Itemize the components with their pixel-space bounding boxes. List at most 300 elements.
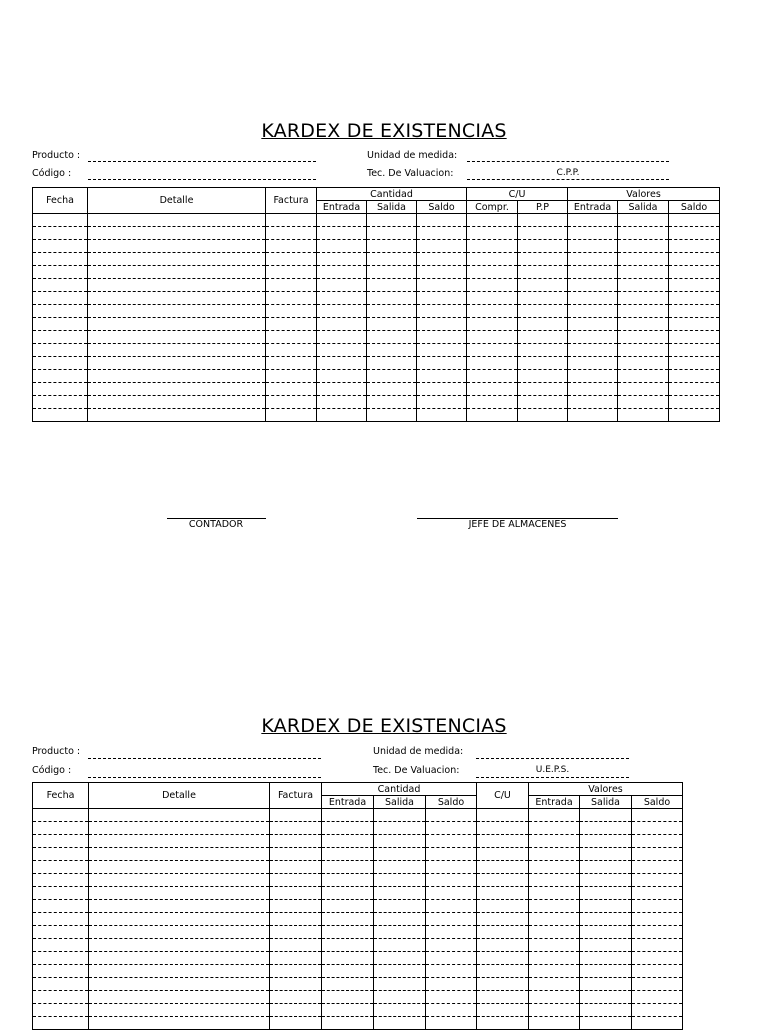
table-cell[interactable] (88, 383, 266, 396)
table-cell[interactable] (529, 809, 580, 822)
table-cell[interactable] (477, 939, 529, 952)
table-cell[interactable] (426, 809, 477, 822)
table-cell[interactable] (322, 822, 374, 835)
table-cell[interactable] (426, 835, 477, 848)
table-cell[interactable] (270, 991, 322, 1004)
form1-codigo-field[interactable] (88, 179, 316, 180)
table-cell[interactable] (426, 861, 477, 874)
table-cell[interactable] (266, 370, 317, 383)
table-cell[interactable] (317, 331, 367, 344)
table-cell[interactable] (88, 279, 266, 292)
table-cell[interactable] (270, 822, 322, 835)
table-cell[interactable] (618, 331, 669, 344)
table-cell[interactable] (374, 887, 426, 900)
table-cell[interactable] (580, 952, 632, 965)
table-cell[interactable] (33, 991, 89, 1004)
table-cell[interactable] (568, 266, 618, 279)
table-cell[interactable] (467, 240, 518, 253)
table-cell[interactable] (477, 848, 529, 861)
form1-tecnica-field[interactable] (467, 179, 669, 180)
table-cell[interactable] (33, 253, 88, 266)
table-cell[interactable] (618, 370, 669, 383)
table-cell[interactable] (374, 874, 426, 887)
table-cell[interactable] (426, 952, 477, 965)
table-cell[interactable] (417, 344, 467, 357)
table-cell[interactable] (89, 952, 270, 965)
table-cell[interactable] (89, 965, 270, 978)
table-cell[interactable] (322, 926, 374, 939)
table-cell[interactable] (417, 396, 467, 409)
table-cell[interactable] (568, 370, 618, 383)
table-cell[interactable] (518, 253, 568, 266)
table-cell[interactable] (33, 266, 88, 279)
table-cell[interactable] (266, 253, 317, 266)
table-cell[interactable] (322, 861, 374, 874)
table-cell[interactable] (632, 900, 683, 913)
table-cell[interactable] (417, 266, 467, 279)
table-cell[interactable] (417, 292, 467, 305)
table-cell[interactable] (367, 318, 417, 331)
table-cell[interactable] (669, 396, 720, 409)
table-cell[interactable] (632, 822, 683, 835)
table-cell[interactable] (367, 331, 417, 344)
table-cell[interactable] (367, 240, 417, 253)
table-cell[interactable] (580, 900, 632, 913)
table-cell[interactable] (374, 1004, 426, 1017)
table-cell[interactable] (477, 1004, 529, 1017)
table-cell[interactable] (580, 965, 632, 978)
table-cell[interactable] (518, 214, 568, 227)
table-cell[interactable] (266, 227, 317, 240)
table-cell[interactable] (518, 383, 568, 396)
table-cell[interactable] (33, 227, 88, 240)
table-cell[interactable] (618, 227, 669, 240)
table-cell[interactable] (669, 344, 720, 357)
table-cell[interactable] (88, 240, 266, 253)
table-cell[interactable] (270, 926, 322, 939)
table-cell[interactable] (417, 409, 467, 422)
table-cell[interactable] (618, 409, 669, 422)
table-cell[interactable] (88, 305, 266, 318)
table-cell[interactable] (568, 227, 618, 240)
table-cell[interactable] (518, 318, 568, 331)
table-cell[interactable] (322, 887, 374, 900)
table-cell[interactable] (270, 913, 322, 926)
form1-unidad-field[interactable] (467, 161, 669, 162)
table-cell[interactable] (477, 913, 529, 926)
table-cell[interactable] (618, 214, 669, 227)
table-cell[interactable] (88, 370, 266, 383)
table-cell[interactable] (467, 227, 518, 240)
table-cell[interactable] (518, 227, 568, 240)
table-cell[interactable] (322, 835, 374, 848)
table-cell[interactable] (467, 344, 518, 357)
table-cell[interactable] (477, 835, 529, 848)
table-cell[interactable] (529, 952, 580, 965)
table-cell[interactable] (322, 991, 374, 1004)
table-cell[interactable] (33, 409, 88, 422)
table-cell[interactable] (33, 835, 89, 848)
table-cell[interactable] (426, 848, 477, 861)
table-cell[interactable] (426, 887, 477, 900)
table-cell[interactable] (669, 227, 720, 240)
table-cell[interactable] (669, 318, 720, 331)
table-cell[interactable] (266, 214, 317, 227)
table-cell[interactable] (669, 370, 720, 383)
table-cell[interactable] (374, 822, 426, 835)
table-cell[interactable] (374, 1017, 426, 1030)
table-cell[interactable] (89, 1004, 270, 1017)
table-cell[interactable] (426, 1004, 477, 1017)
table-cell[interactable] (477, 926, 529, 939)
table-cell[interactable] (88, 331, 266, 344)
table-cell[interactable] (88, 253, 266, 266)
table-cell[interactable] (270, 861, 322, 874)
table-cell[interactable] (266, 305, 317, 318)
table-cell[interactable] (374, 848, 426, 861)
table-cell[interactable] (270, 835, 322, 848)
table-cell[interactable] (477, 822, 529, 835)
table-cell[interactable] (374, 809, 426, 822)
table-cell[interactable] (89, 1017, 270, 1030)
table-cell[interactable] (518, 240, 568, 253)
table-cell[interactable] (568, 409, 618, 422)
table-cell[interactable] (266, 266, 317, 279)
table-cell[interactable] (33, 292, 88, 305)
table-cell[interactable] (33, 913, 89, 926)
table-cell[interactable] (89, 887, 270, 900)
table-cell[interactable] (669, 305, 720, 318)
table-cell[interactable] (88, 357, 266, 370)
table-cell[interactable] (568, 240, 618, 253)
table-cell[interactable] (669, 266, 720, 279)
table-cell[interactable] (89, 900, 270, 913)
table-cell[interactable] (367, 266, 417, 279)
table-cell[interactable] (518, 266, 568, 279)
table-cell[interactable] (322, 900, 374, 913)
table-cell[interactable] (417, 227, 467, 240)
table-cell[interactable] (89, 861, 270, 874)
table-cell[interactable] (374, 861, 426, 874)
table-cell[interactable] (467, 253, 518, 266)
table-cell[interactable] (618, 344, 669, 357)
table-cell[interactable] (417, 370, 467, 383)
table-cell[interactable] (529, 1017, 580, 1030)
table-cell[interactable] (374, 926, 426, 939)
table-cell[interactable] (417, 318, 467, 331)
table-cell[interactable] (322, 978, 374, 991)
table-cell[interactable] (580, 822, 632, 835)
form2-producto-field[interactable] (88, 758, 321, 759)
table-cell[interactable] (317, 357, 367, 370)
table-cell[interactable] (33, 331, 88, 344)
table-cell[interactable] (322, 1004, 374, 1017)
table-cell[interactable] (426, 874, 477, 887)
table-cell[interactable] (618, 253, 669, 266)
table-cell[interactable] (89, 822, 270, 835)
table-cell[interactable] (426, 1017, 477, 1030)
table-cell[interactable] (367, 396, 417, 409)
table-cell[interactable] (317, 253, 367, 266)
table-cell[interactable] (426, 822, 477, 835)
table-cell[interactable] (568, 357, 618, 370)
table-cell[interactable] (529, 900, 580, 913)
table-cell[interactable] (618, 305, 669, 318)
table-cell[interactable] (669, 253, 720, 266)
table-cell[interactable] (632, 1004, 683, 1017)
table-cell[interactable] (367, 409, 417, 422)
table-cell[interactable] (317, 409, 367, 422)
table-cell[interactable] (89, 939, 270, 952)
table-cell[interactable] (374, 939, 426, 952)
table-cell[interactable] (618, 383, 669, 396)
table-cell[interactable] (33, 240, 88, 253)
table-cell[interactable] (568, 318, 618, 331)
table-cell[interactable] (669, 383, 720, 396)
table-cell[interactable] (632, 939, 683, 952)
table-cell[interactable] (374, 978, 426, 991)
table-cell[interactable] (632, 913, 683, 926)
table-cell[interactable] (367, 370, 417, 383)
table-cell[interactable] (33, 1017, 89, 1030)
table-cell[interactable] (317, 305, 367, 318)
table-cell[interactable] (518, 292, 568, 305)
table-cell[interactable] (88, 409, 266, 422)
table-cell[interactable] (529, 939, 580, 952)
table-cell[interactable] (580, 991, 632, 1004)
table-cell[interactable] (568, 396, 618, 409)
table-cell[interactable] (89, 809, 270, 822)
table-cell[interactable] (89, 848, 270, 861)
table-cell[interactable] (89, 978, 270, 991)
table-cell[interactable] (580, 1004, 632, 1017)
table-cell[interactable] (580, 939, 632, 952)
table-cell[interactable] (632, 978, 683, 991)
table-cell[interactable] (477, 952, 529, 965)
table-cell[interactable] (518, 370, 568, 383)
form1-producto-field[interactable] (88, 161, 316, 162)
table-cell[interactable] (317, 227, 367, 240)
table-cell[interactable] (374, 900, 426, 913)
table-cell[interactable] (374, 835, 426, 848)
table-cell[interactable] (529, 835, 580, 848)
table-cell[interactable] (317, 396, 367, 409)
table-cell[interactable] (467, 266, 518, 279)
table-cell[interactable] (33, 1004, 89, 1017)
table-cell[interactable] (518, 279, 568, 292)
table-cell[interactable] (632, 848, 683, 861)
table-cell[interactable] (618, 318, 669, 331)
table-cell[interactable] (33, 952, 89, 965)
table-cell[interactable] (417, 253, 467, 266)
table-cell[interactable] (317, 370, 367, 383)
table-cell[interactable] (568, 383, 618, 396)
table-cell[interactable] (317, 214, 367, 227)
table-cell[interactable] (417, 357, 467, 370)
table-cell[interactable] (266, 318, 317, 331)
table-cell[interactable] (317, 292, 367, 305)
table-cell[interactable] (632, 952, 683, 965)
table-cell[interactable] (467, 279, 518, 292)
table-cell[interactable] (33, 939, 89, 952)
table-cell[interactable] (33, 978, 89, 991)
table-cell[interactable] (580, 978, 632, 991)
table-cell[interactable] (580, 1017, 632, 1030)
table-cell[interactable] (417, 240, 467, 253)
table-cell[interactable] (618, 266, 669, 279)
table-cell[interactable] (270, 1004, 322, 1017)
table-cell[interactable] (426, 978, 477, 991)
table-cell[interactable] (33, 396, 88, 409)
table-cell[interactable] (317, 318, 367, 331)
table-cell[interactable] (266, 240, 317, 253)
table-cell[interactable] (89, 926, 270, 939)
table-cell[interactable] (467, 396, 518, 409)
table-cell[interactable] (632, 1017, 683, 1030)
table-cell[interactable] (518, 331, 568, 344)
table-cell[interactable] (367, 344, 417, 357)
table-cell[interactable] (322, 874, 374, 887)
table-cell[interactable] (33, 809, 89, 822)
table-cell[interactable] (467, 318, 518, 331)
table-cell[interactable] (568, 344, 618, 357)
table-cell[interactable] (467, 292, 518, 305)
table-cell[interactable] (632, 991, 683, 1004)
table-cell[interactable] (88, 344, 266, 357)
table-cell[interactable] (426, 926, 477, 939)
table-cell[interactable] (374, 965, 426, 978)
table-cell[interactable] (477, 874, 529, 887)
table-cell[interactable] (367, 292, 417, 305)
table-cell[interactable] (632, 874, 683, 887)
table-cell[interactable] (270, 809, 322, 822)
table-cell[interactable] (618, 279, 669, 292)
table-cell[interactable] (632, 926, 683, 939)
table-cell[interactable] (266, 357, 317, 370)
table-cell[interactable] (467, 331, 518, 344)
table-cell[interactable] (374, 991, 426, 1004)
table-cell[interactable] (33, 848, 89, 861)
table-cell[interactable] (322, 848, 374, 861)
table-cell[interactable] (580, 887, 632, 900)
table-cell[interactable] (618, 240, 669, 253)
table-cell[interactable] (632, 809, 683, 822)
table-cell[interactable] (477, 965, 529, 978)
table-cell[interactable] (568, 214, 618, 227)
table-cell[interactable] (270, 848, 322, 861)
table-cell[interactable] (367, 305, 417, 318)
table-cell[interactable] (669, 279, 720, 292)
table-cell[interactable] (33, 344, 88, 357)
table-cell[interactable] (529, 978, 580, 991)
table-cell[interactable] (88, 292, 266, 305)
table-cell[interactable] (580, 809, 632, 822)
table-cell[interactable] (529, 991, 580, 1004)
form2-codigo-field[interactable] (88, 777, 321, 778)
form2-tecnica-field[interactable] (476, 777, 629, 778)
table-cell[interactable] (89, 991, 270, 1004)
table-cell[interactable] (367, 383, 417, 396)
table-cell[interactable] (374, 952, 426, 965)
table-cell[interactable] (518, 344, 568, 357)
table-cell[interactable] (467, 383, 518, 396)
table-cell[interactable] (568, 292, 618, 305)
table-cell[interactable] (33, 305, 88, 318)
table-cell[interactable] (367, 357, 417, 370)
table-cell[interactable] (33, 887, 89, 900)
table-cell[interactable] (322, 965, 374, 978)
table-cell[interactable] (568, 331, 618, 344)
table-cell[interactable] (477, 1017, 529, 1030)
table-cell[interactable] (266, 396, 317, 409)
table-cell[interactable] (374, 913, 426, 926)
table-cell[interactable] (518, 409, 568, 422)
table-cell[interactable] (426, 939, 477, 952)
table-cell[interactable] (266, 331, 317, 344)
table-cell[interactable] (426, 965, 477, 978)
table-cell[interactable] (477, 861, 529, 874)
table-cell[interactable] (529, 1004, 580, 1017)
table-cell[interactable] (477, 900, 529, 913)
table-cell[interactable] (580, 874, 632, 887)
table-cell[interactable] (426, 900, 477, 913)
table-cell[interactable] (322, 952, 374, 965)
table-cell[interactable] (417, 214, 467, 227)
table-cell[interactable] (529, 822, 580, 835)
table-cell[interactable] (477, 978, 529, 991)
table-cell[interactable] (618, 292, 669, 305)
table-cell[interactable] (477, 887, 529, 900)
table-cell[interactable] (322, 1017, 374, 1030)
table-cell[interactable] (426, 913, 477, 926)
table-cell[interactable] (89, 874, 270, 887)
table-cell[interactable] (266, 279, 317, 292)
table-cell[interactable] (33, 926, 89, 939)
table-cell[interactable] (426, 991, 477, 1004)
table-cell[interactable] (270, 978, 322, 991)
table-cell[interactable] (467, 305, 518, 318)
form2-unidad-field[interactable] (476, 758, 629, 759)
table-cell[interactable] (266, 344, 317, 357)
table-cell[interactable] (33, 861, 89, 874)
table-cell[interactable] (88, 396, 266, 409)
table-cell[interactable] (270, 952, 322, 965)
table-cell[interactable] (618, 396, 669, 409)
table-cell[interactable] (33, 214, 88, 227)
table-cell[interactable] (33, 357, 88, 370)
table-cell[interactable] (322, 913, 374, 926)
table-cell[interactable] (33, 900, 89, 913)
table-cell[interactable] (270, 874, 322, 887)
table-cell[interactable] (322, 939, 374, 952)
table-cell[interactable] (417, 279, 467, 292)
table-cell[interactable] (33, 874, 89, 887)
table-cell[interactable] (568, 279, 618, 292)
table-cell[interactable] (33, 318, 88, 331)
table-cell[interactable] (88, 266, 266, 279)
table-cell[interactable] (568, 253, 618, 266)
table-cell[interactable] (367, 253, 417, 266)
table-cell[interactable] (568, 305, 618, 318)
table-cell[interactable] (529, 926, 580, 939)
table-cell[interactable] (477, 991, 529, 1004)
table-cell[interactable] (669, 292, 720, 305)
table-cell[interactable] (669, 357, 720, 370)
table-cell[interactable] (33, 383, 88, 396)
table-cell[interactable] (467, 214, 518, 227)
table-cell[interactable] (580, 861, 632, 874)
table-cell[interactable] (529, 848, 580, 861)
